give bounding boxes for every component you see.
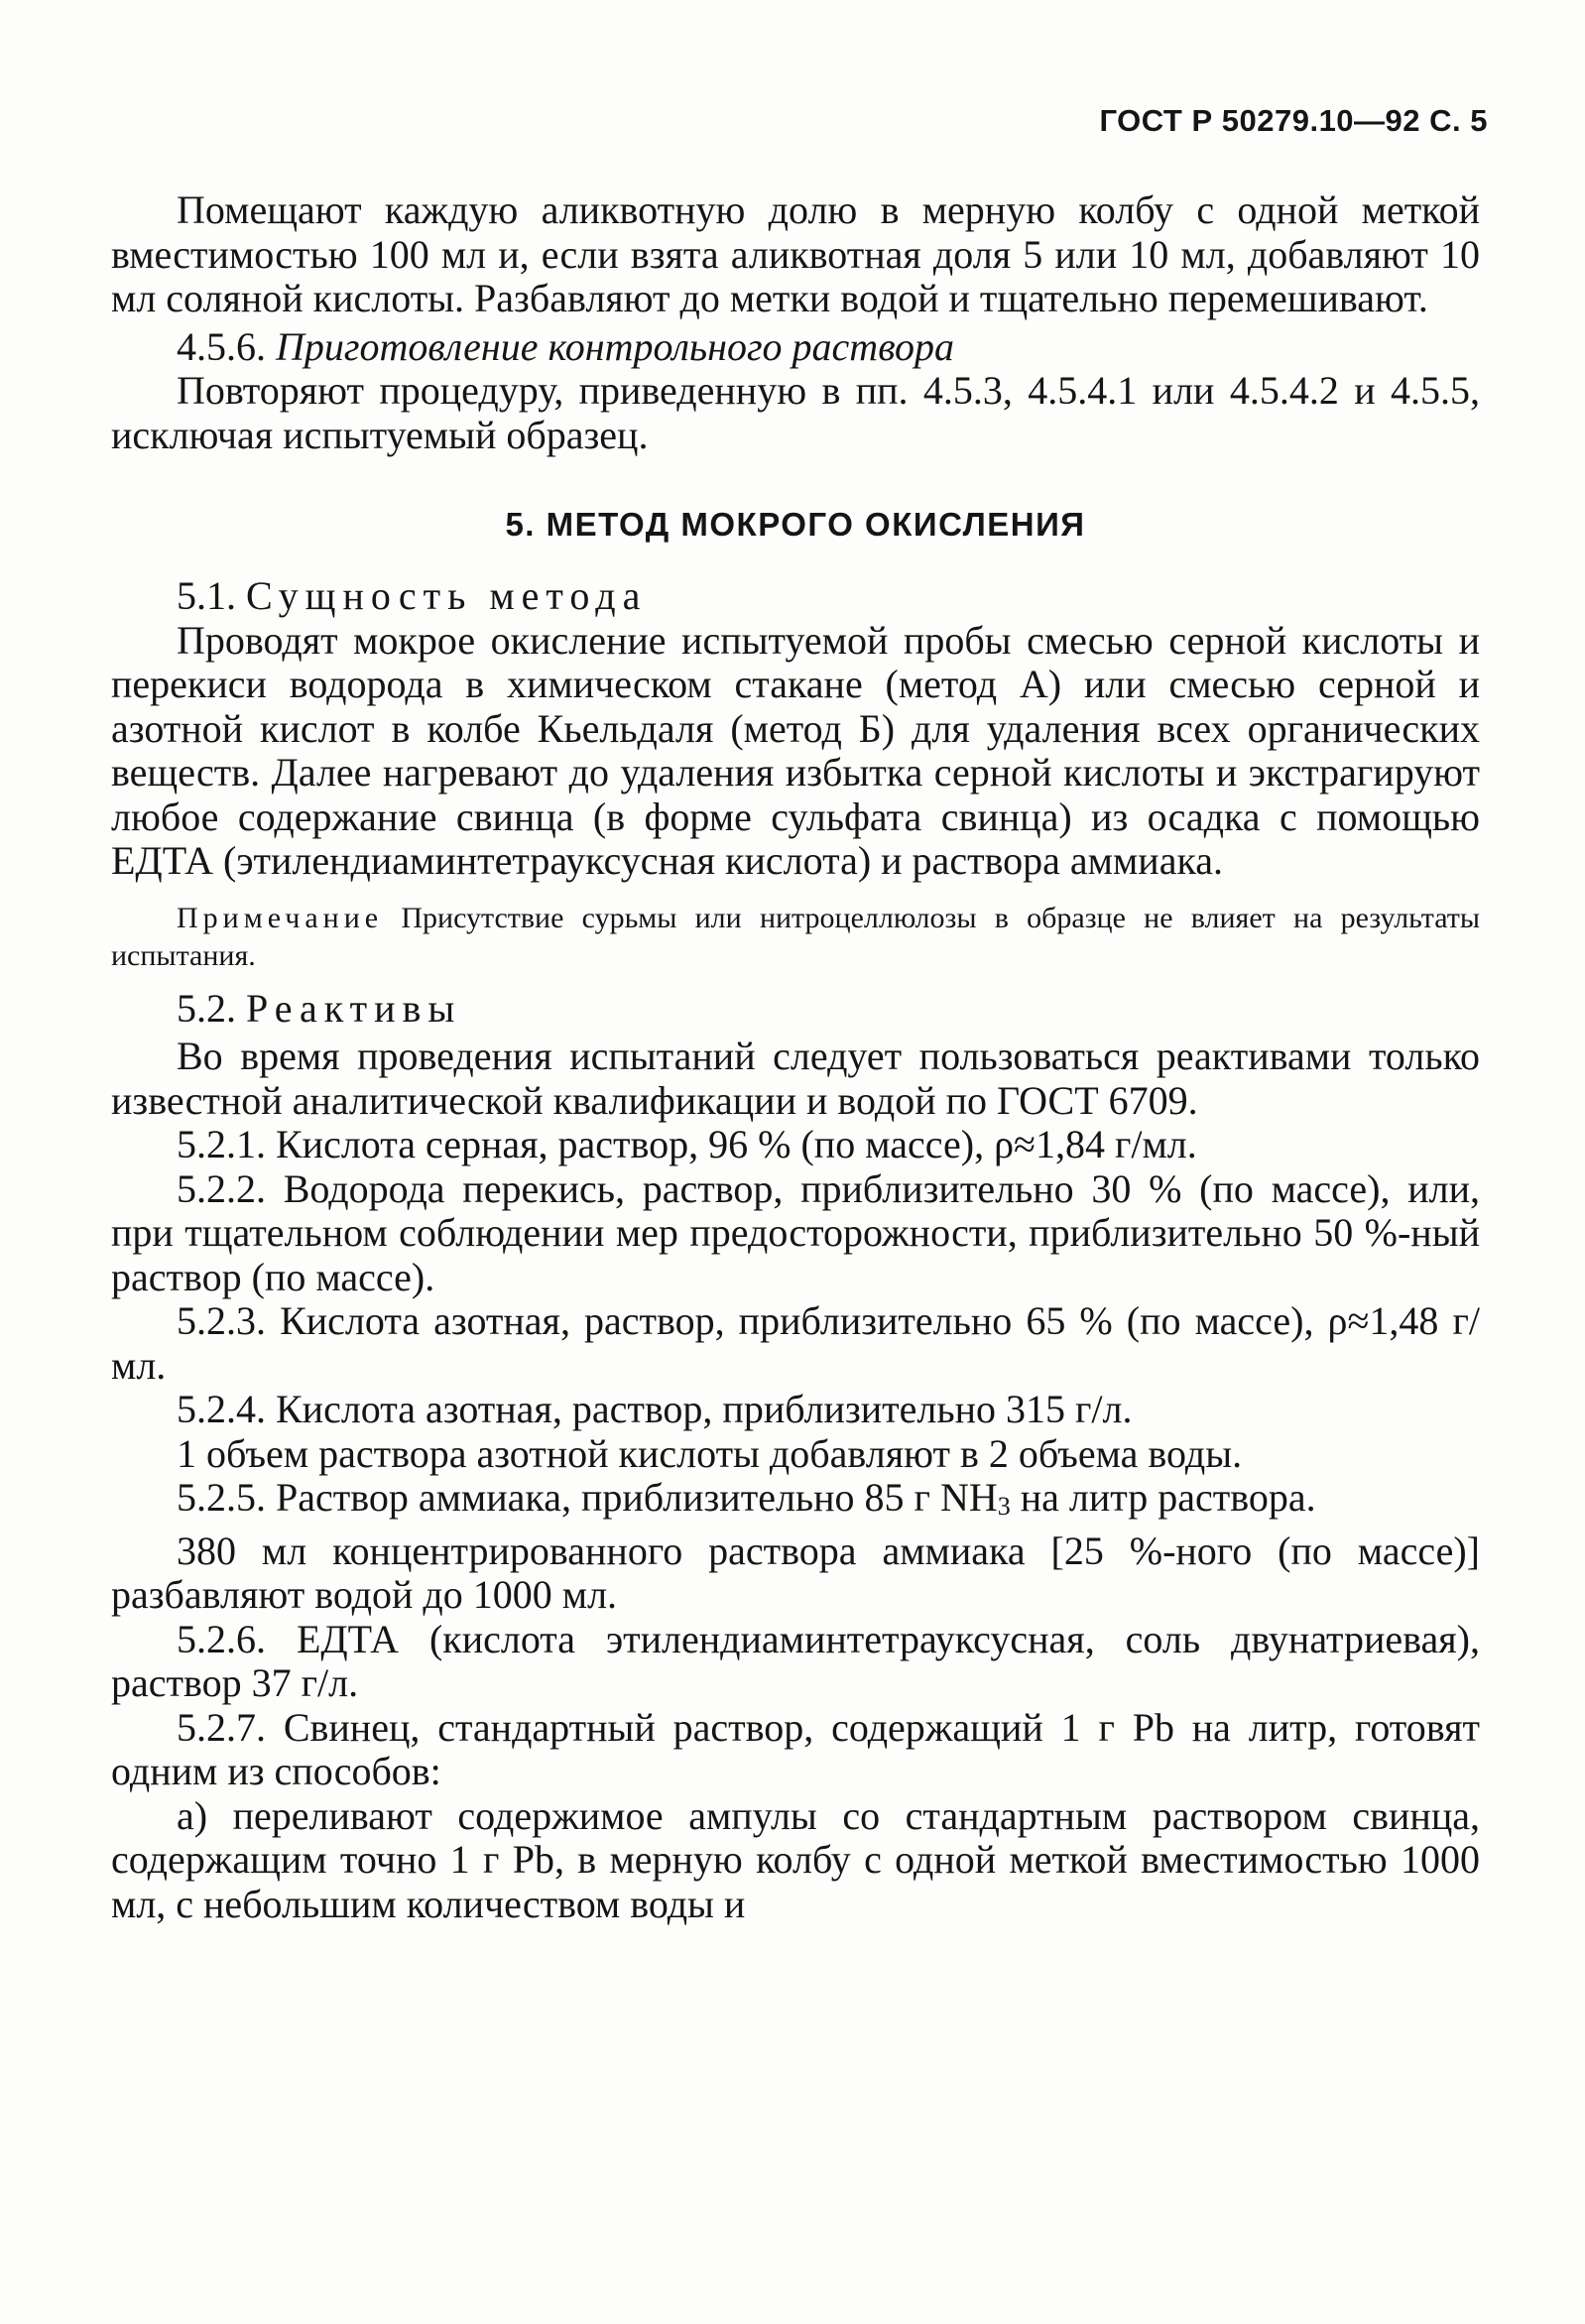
paragraph: Во время проведения испытаний следует пользоваться реактивами только известной аналитической квалификации и водой по ГОСТ 6709. <box>111 1034 1480 1123</box>
document-body <box>111 188 1480 1926</box>
list-item: а) переливают содержимое ампулы со стандартным раствором свинца, содержащим точно 1 г Pb, в мерную колбу с одной меткой вместимостью 1000 мл, с небольшим количеством воды и <box>111 1792 1480 1926</box>
subsection-number: 4.5.6. <box>177 323 266 369</box>
paragraph: 1 объем раствора азотной кислоты добавляют в 2 объема воды. <box>177 1430 1243 1476</box>
list-item: 5.2.5. Раствор аммиака, приблизительно 85 г $NH_3$ на литр раствора. <box>177 1475 1316 1521</box>
subsection-title: Сущность метода <box>246 573 648 618</box>
page-header: ГОСТ Р 50279.10—92 С. 5 <box>1099 103 1488 138</box>
list-item: 5.2.4. Кислота азотная, раствор, приблизительно 315 г/л. <box>177 1387 1133 1431</box>
list-item: 5.2.2. Водорода перекись, раствор, приблизительно 30 % (по массе), или, при тщательном соблюдении мер предосторожности, приблизительно 50 %-ный раствор (по массе). <box>111 1165 1480 1299</box>
note <box>111 900 1480 975</box>
subsection-heading <box>111 325 1480 370</box>
subsection-heading <box>111 574 1480 619</box>
paragraph: Проводят мокрое окисление испытуемой пробы смесью серной кислоты и перекиси водорода в химическом стакане (метод А) или смесью серной и азотной кислот в колбе Кьельдаля (метод Б) для удаления всех органических веществ. Далее нагревают до удаления избытка серной кислоты и экстрагируют любое содержание свинца (в форме сульфата свинца) из осадка с помощью ЕДТА (этилендиаминтетрауксусная кислота) и раствора аммиака. <box>111 617 1480 883</box>
list-item: 5.2.1. Кислота серная, раствор, 96 % (по массе), ρ≈1,84 г/мл. <box>177 1122 1197 1166</box>
paragraph: Повторяют процедуру, приведенную в пп. 4.5.3, 4.5.4.1 или 4.5.4.2 и 4.5.5, исключая испытуемый образец. <box>111 368 1480 457</box>
subsection-heading <box>111 987 1480 1032</box>
note-text: Присутствие сурьмы или нитроцеллюлозы в образце не влияет на результаты испытания. <box>111 901 1480 972</box>
subsection-number: 5.2. <box>177 985 236 1031</box>
list-item: 5.2.3. Кислота азотная, раствор, приблизительно 65 % (по массе), ρ≈1,48 г/мл. <box>111 1298 1480 1388</box>
paragraph: Помещают каждую аликвотную долю в мерную колбу с одной меткой вместимостью 100 мл и, если взята аликвотная доля 5 или 10 мл, добавляют 10 мл соляной кислоты. Разбавляют до метки водой и тщательно перемешивают. <box>111 187 1480 320</box>
paragraph: 380 мл концентрированного раствора аммиака [25 %-ного (по массе)] разбавляют водой до 1000 мл. <box>111 1528 1480 1617</box>
section-heading: 5. МЕТОД МОКРОГО ОКИСЛЕНИЯ <box>505 506 1086 543</box>
subsection-number: 5.1. <box>177 573 236 618</box>
subsection-title: Реактивы <box>246 985 462 1031</box>
list-item: 5.2.6. ЕДТА (кислота этилендиаминтетрауксусная, соль двунатриевая), раствор 37 г/л. <box>111 1616 1480 1705</box>
note-label: Примечание <box>177 901 384 934</box>
subsection-title: Приготовление контрольного раствора <box>276 323 955 369</box>
list-item: 5.2.7. Свинец, стандартный раствор, содержащий 1 г Pb на литр, готовят одним из способов: <box>111 1704 1480 1793</box>
